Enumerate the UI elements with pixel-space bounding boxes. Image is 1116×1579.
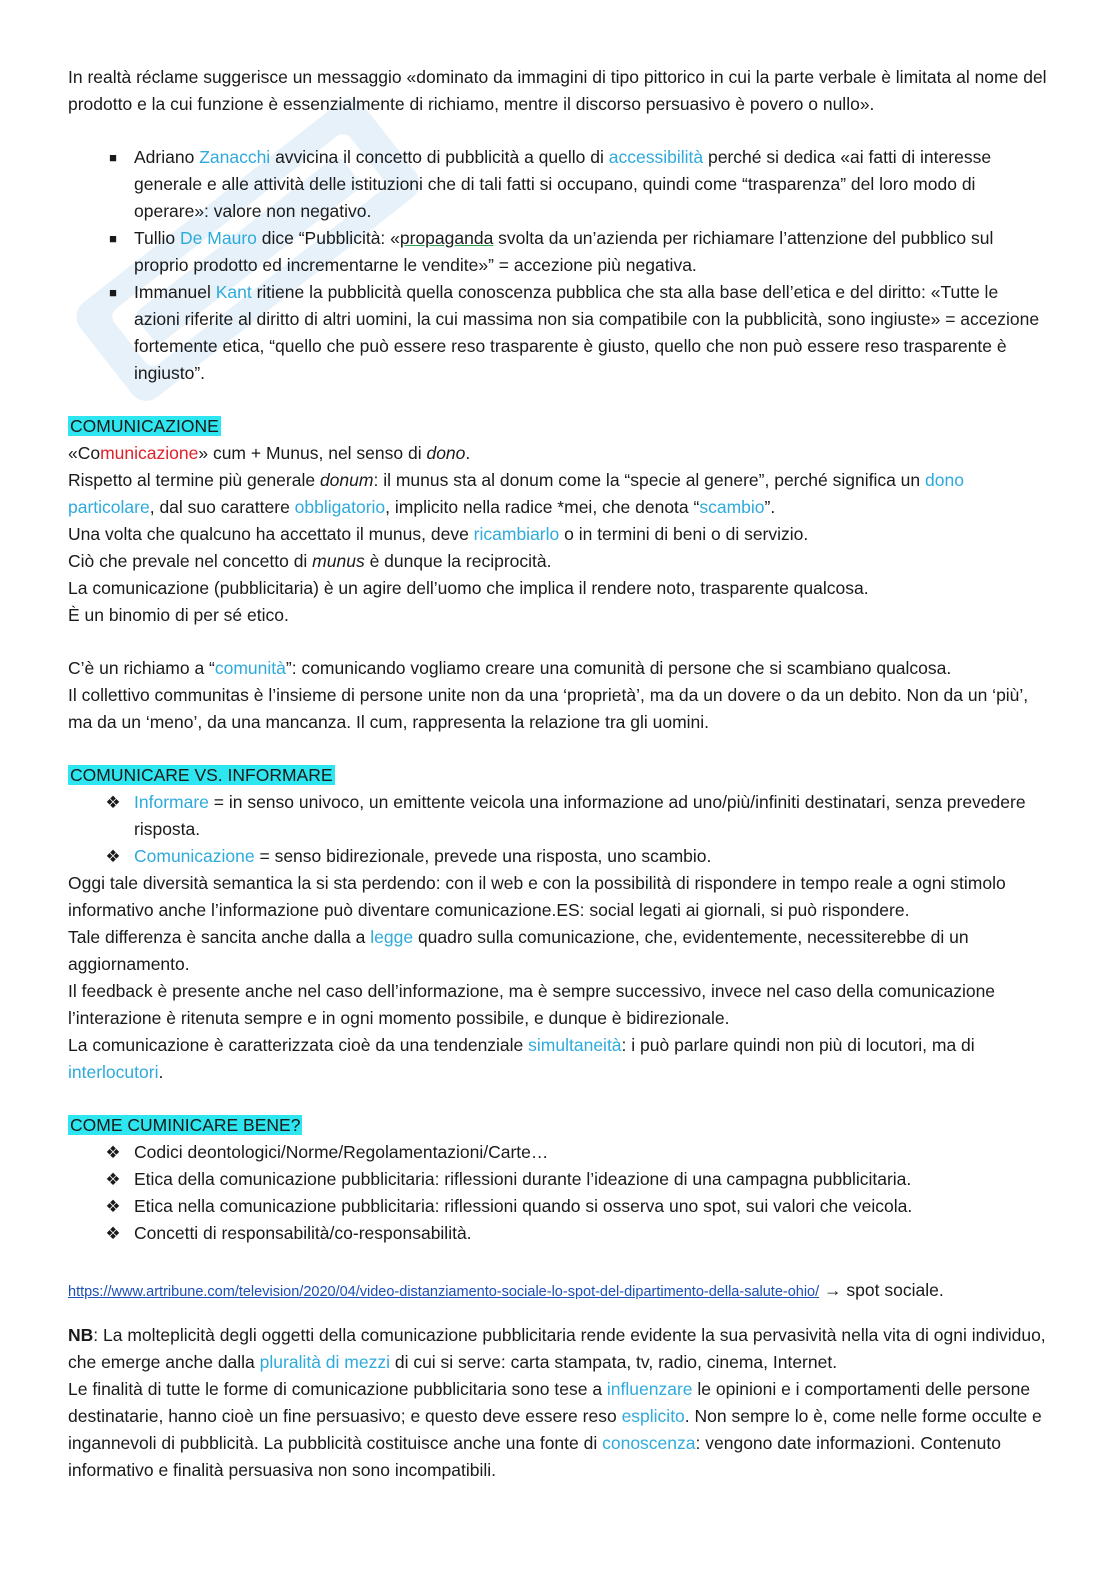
- paragraph: Le finalità di tutte le forme di comunicazione pubblicitaria sono tese a influenzare le opinioni e i comportamenti delle persone destinatarie, hanno cioè un fine persuasivo; e questo deve essere reso esplicito. Non sempre lo è, come nelle forme occulte e ingannevoli di pubblicità. La pubblicità costituisce anche una fonte di conoscenza: vengono date informazioni. Contenuto informativo e finalità persuasiva non sono incompatibili.: [68, 1379, 1042, 1480]
- ethics-list: [68, 1139, 1048, 1247]
- paragraph: La comunicazione è caratterizzata cioè da una tendenziale simultaneità: i può parlare quindi non più di locutori, ma di interlocutori.: [68, 1035, 975, 1082]
- paragraph: È un binomio di per sé etico.: [68, 605, 289, 625]
- paragraph: Ciò che prevale nel concetto di munus è dunque la reciprocità.: [68, 551, 552, 571]
- diamond-bullet-icon: ❖: [105, 793, 121, 812]
- section-heading-comunicazione: COMUNICAZIONE: [70, 416, 219, 436]
- paragraph: Oggi tale diversità semantica la si sta perdendo: con il web e con la possibilità di rispondere in tempo reale a ogni stimolo informativo anche l’informazione può diventare comunicazione.ES: social legati ai giornali, si può rispondere.: [68, 873, 1006, 920]
- list-item: ❖ Codici deontologici/Norme/Regolamentazioni/Carte…: [68, 1139, 1048, 1166]
- list-item: ❖ Informare = in senso univoco, un emittente veicola una informazione ad uno/più/infiniti destinatari, senza prevedere risposta.: [68, 789, 1048, 843]
- diamond-bullet-icon: ❖: [105, 1197, 121, 1216]
- document-page: [68, 64, 1048, 1484]
- artribune-video-link[interactable]: https://www.artribune.com/television/2020/04/video-distanziamento-sociale-lo-spot-del-dipartimento-della-salute-ohio/: [68, 1284, 820, 1300]
- square-bullet-icon: ■: [109, 231, 117, 246]
- section-heading-comunicare-vs-informare: COMUNICARE VS. INFORMARE: [70, 765, 333, 785]
- square-bullet-icon: ■: [109, 285, 117, 300]
- diamond-bullet-icon: ❖: [105, 847, 121, 866]
- section-heading-come-comunicare-bene: COME CUMINICARE BENE?: [70, 1115, 301, 1135]
- list-item: ■ Adriano Zanacchi avvicina il concetto di pubblicità a quello di accessibilità perché si dedica «ai fatti di interesse generale e alle attività delle istituzioni che di tali fatti si occupano, quindi come “trasparenza” del loro modo di operare»: valore non negativo.: [68, 144, 1048, 225]
- paragraph: C’è un richiamo a “comunità”: comunicando vogliamo creare una comunità di persone che si scambiano qualcosa.: [68, 658, 952, 678]
- diamond-bullet-icon: ❖: [105, 1143, 121, 1162]
- paragraph: Rispetto al termine più generale donum: il munus sta al donum come la “specie al genere”, perché significa un dono particolare, dal suo carattere obbligatorio, implicito nella radice *mei, che denota “scambio”.: [68, 470, 964, 517]
- list-item: ■ Tullio De Mauro dice “Pubblicità: «propaganda svolta da un’azienda per richiamare l’attenzione del pubblico sul proprio prodotto ed incrementarne le vendite»” = accezione più negativa.: [68, 225, 1048, 279]
- diamond-bullet-icon: ❖: [105, 1224, 121, 1243]
- paragraph: «Comunicazione» cum + Munus, nel senso di dono.: [68, 443, 471, 463]
- link-paragraph: [68, 1277, 1048, 1306]
- nb-paragraph: NB: La molteplicità degli oggetti della comunicazione pubblicitaria rende evidente la sua pervasività nella vita di ogni individuo, che emerge anche dalla pluralità di mezzi di cui si serve: carta stampata, tv, radio, cinema, Internet.: [68, 1325, 1046, 1372]
- paragraph: Tale differenza è sancita anche dalla a legge quadro sulla comunicazione, che, evidentemente, necessiterebbe di un aggiornamento.: [68, 927, 969, 974]
- list-item: ❖ Etica nella comunicazione pubblicitaria: riflessioni quando si osserva uno spot, sui valori che veicola.: [68, 1193, 1048, 1220]
- authors-list: [68, 144, 1048, 387]
- list-item: ❖ Etica della comunicazione pubblicitaria: riflessioni durante l’ideazione di una campagna pubblicitaria.: [68, 1166, 1048, 1193]
- definitions-list: [68, 789, 1048, 870]
- square-bullet-icon: ■: [109, 150, 117, 165]
- list-item: ■ Immanuel Kant ritiene la pubblicità quella conoscenza pubblica che sta alla base dell’etica e del diritto: «Tutte le azioni riferite al diritto di altri uomini, la cui massima non sia compatibile con la pubblicità, sono ingiuste» = accezione fortemente etica, “quello che può essere reso trasparente è giusto, quello che non può essere reso trasparente è ingiusto”.: [68, 279, 1048, 387]
- link-suffix: spot sociale.: [846, 1280, 944, 1300]
- intro-paragraph: In realtà réclame suggerisce un messaggio «dominato da immagini di tipo pittorico in cui la parte verbale è limitata al nome del prodotto e la cui funzione è essenzialmente di richiamo, mentre il discorso persuasivo è povero o nullo».: [68, 67, 1047, 114]
- paragraph: La comunicazione (pubblicitaria) è un agire dell’uomo che implica il rendere noto, trasparente qualcosa.: [68, 578, 869, 598]
- list-item: ❖ Concetti di responsabilità/co-responsabilità.: [68, 1220, 1048, 1247]
- paragraph: Il feedback è presente anche nel caso dell’informazione, ma è sempre successivo, invece nel caso della comunicazione l’interazione è ritenuta sempre e in ogni momento possibile, e dunque è bidirezionale.: [68, 981, 996, 1028]
- list-item: ❖ Comunicazione = senso bidirezionale, prevede una risposta, uno scambio.: [68, 843, 1048, 870]
- paragraph: Il collettivo communitas è l’insieme di persone unite non da una ‘proprietà’, ma da un dovere o da un debito. Non da un ‘più’, ma da un ‘meno’, da una mancanza. Il cum, rappresenta la relazione tra gli uomini.: [68, 685, 1029, 732]
- diamond-bullet-icon: ❖: [105, 1170, 121, 1189]
- paragraph: Una volta che qualcuno ha accettato il munus, deve ricambiarlo o in termini di beni o di servizio.: [68, 524, 809, 544]
- arrow-right-icon: →: [824, 1280, 842, 1300]
